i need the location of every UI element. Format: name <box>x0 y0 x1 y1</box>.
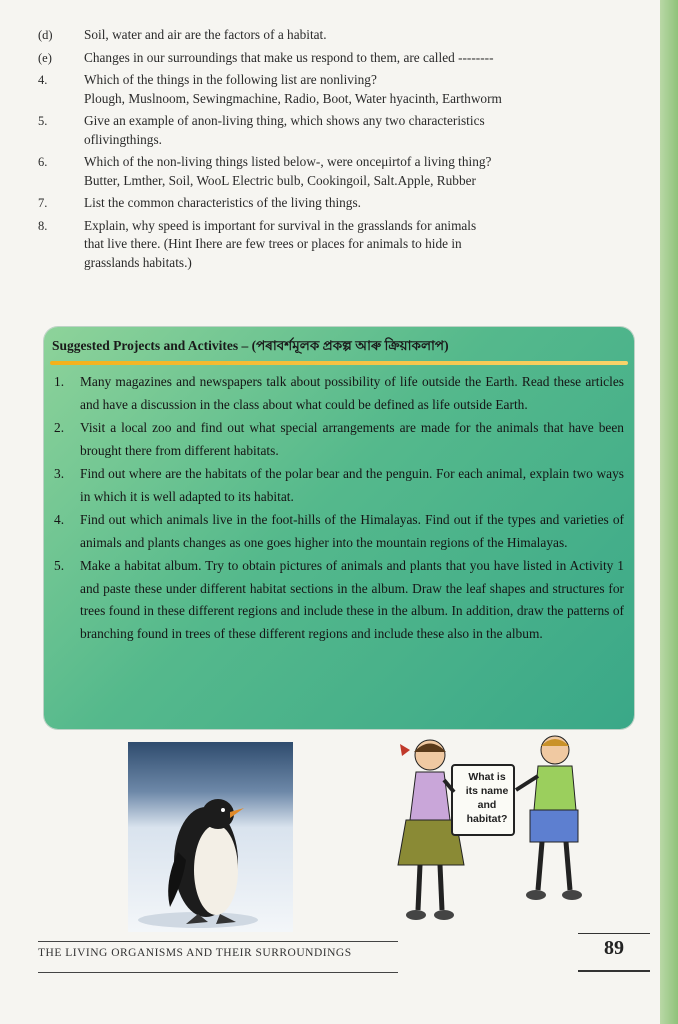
project-item <box>54 555 624 645</box>
page-edge <box>660 0 678 1024</box>
sign-line: habitat? <box>466 813 508 825</box>
running-footer-title: THE LIVING ORGANISMS AND THEIR SURROUNDINGS <box>38 947 352 959</box>
project-text: Make a habitat album. Try to obtain pictures of animals and plants that you have listed in Activity 1 and paste these under different habitat sections in the album. Draw the leaf shapes and structures for trees found in these different regions and include these in the album. In addition, draw the patterns of branching found in trees of these different regions and include these also in the album. <box>80 558 624 641</box>
question-line: Butter, Lmther, Soil, WooL Electric bulb, Cookingoil, Salt.Apple, Rubber <box>84 172 476 188</box>
question-number: 4. <box>38 73 48 87</box>
question-number: 8. <box>38 218 48 233</box>
project-item <box>54 509 624 554</box>
question-number: 5. <box>38 114 48 128</box>
question-number: 7. <box>38 196 48 210</box>
question-item <box>38 112 608 149</box>
children-illustration <box>370 730 600 930</box>
question-item <box>38 153 608 190</box>
question-line: oflivingthings. <box>84 131 162 147</box>
question-number: 6. <box>38 155 48 169</box>
question-list <box>38 26 608 276</box>
question-line: grasslands habitats.) <box>84 254 192 270</box>
question-line: that live there. (Hint Ihere are few trees or places for animals to hide in <box>84 236 462 251</box>
footer-rule <box>38 972 398 973</box>
question-item <box>38 194 608 213</box>
question-text <box>84 153 608 190</box>
project-text: Find out which animals live in the foot-hills of the Himalayas. Find out if the types and varieties of animals and plants changes as one goes higher into the mountain regions of the Himalayas. <box>80 512 624 550</box>
question-line: Which of the things in the following list are nonliving? <box>84 72 377 87</box>
question-item <box>38 49 608 68</box>
question-line: Give an example of anon-living thing, which shows any two characteristics <box>84 113 485 128</box>
penguin-image <box>128 742 293 932</box>
question-text <box>84 49 608 68</box>
question-item <box>38 217 608 273</box>
question-text <box>84 194 608 213</box>
projects-heading: Suggested Projects and Activites – (পৰাবৰ্শমূলক প্ৰকল্প আৰু ক্ৰিয়াকলাপ) <box>52 338 449 353</box>
question-line: Soil, water and air are the factors of a habitat. <box>84 27 327 42</box>
question-item <box>38 71 608 108</box>
project-number: 1. <box>54 374 65 389</box>
project-item <box>54 417 624 462</box>
question-text <box>84 26 608 45</box>
project-text: Visit a local zoo and find out what special arrangements are made for the animals that have been brought there from different habitats. <box>80 420 624 458</box>
heading-divider <box>50 361 628 365</box>
project-number: 5. <box>54 558 65 573</box>
question-line: List the common characteristics of the living things. <box>84 195 361 210</box>
sign-text <box>456 770 518 826</box>
question-text <box>84 71 608 108</box>
penguin-icon <box>128 742 293 932</box>
question-line: Changes in our surroundings that make us respond to them, are called -------- <box>84 49 494 65</box>
question-number: (d) <box>38 28 53 42</box>
question-line: Plough, Muslnoom, Sewingmachine, Radio, Boot, Water hyacinth, Earthworm <box>84 90 502 106</box>
page-number-rule <box>578 970 650 972</box>
question-item <box>38 26 608 45</box>
project-number: 4. <box>54 512 65 527</box>
question-text <box>84 112 608 149</box>
question-line: Which of the non-living things listed below-, were onceμirtof a living thing? <box>84 154 492 169</box>
projects-list <box>54 371 624 646</box>
project-item <box>54 371 624 416</box>
question-number: (e) <box>38 50 52 65</box>
project-item <box>54 463 624 508</box>
question-text <box>84 217 608 273</box>
page-number-rule <box>578 933 650 934</box>
project-number: 2. <box>54 420 65 435</box>
sign-line: What is <box>468 771 506 783</box>
suggested-projects-box <box>44 327 634 729</box>
footer-rule <box>38 941 398 942</box>
project-number: 3. <box>54 466 65 481</box>
sign-line: and <box>477 799 497 811</box>
project-text: Find out where are the habitats of the polar bear and the penguin. For each animal, explain two ways in which it is well adapted to its habitat. <box>80 466 624 504</box>
project-text: Many magazines and newspapers talk about possibility of life outside the Earth. Read these articles and have a discussion in the class about what could be defined as life outside Earth. <box>80 374 624 412</box>
children-holding-sign-icon <box>370 730 600 930</box>
question-line: Explain, why speed is important for survival in the grasslands for animals <box>84 217 477 233</box>
page-number: 89 <box>604 937 624 959</box>
sign-line: its name <box>465 785 509 797</box>
